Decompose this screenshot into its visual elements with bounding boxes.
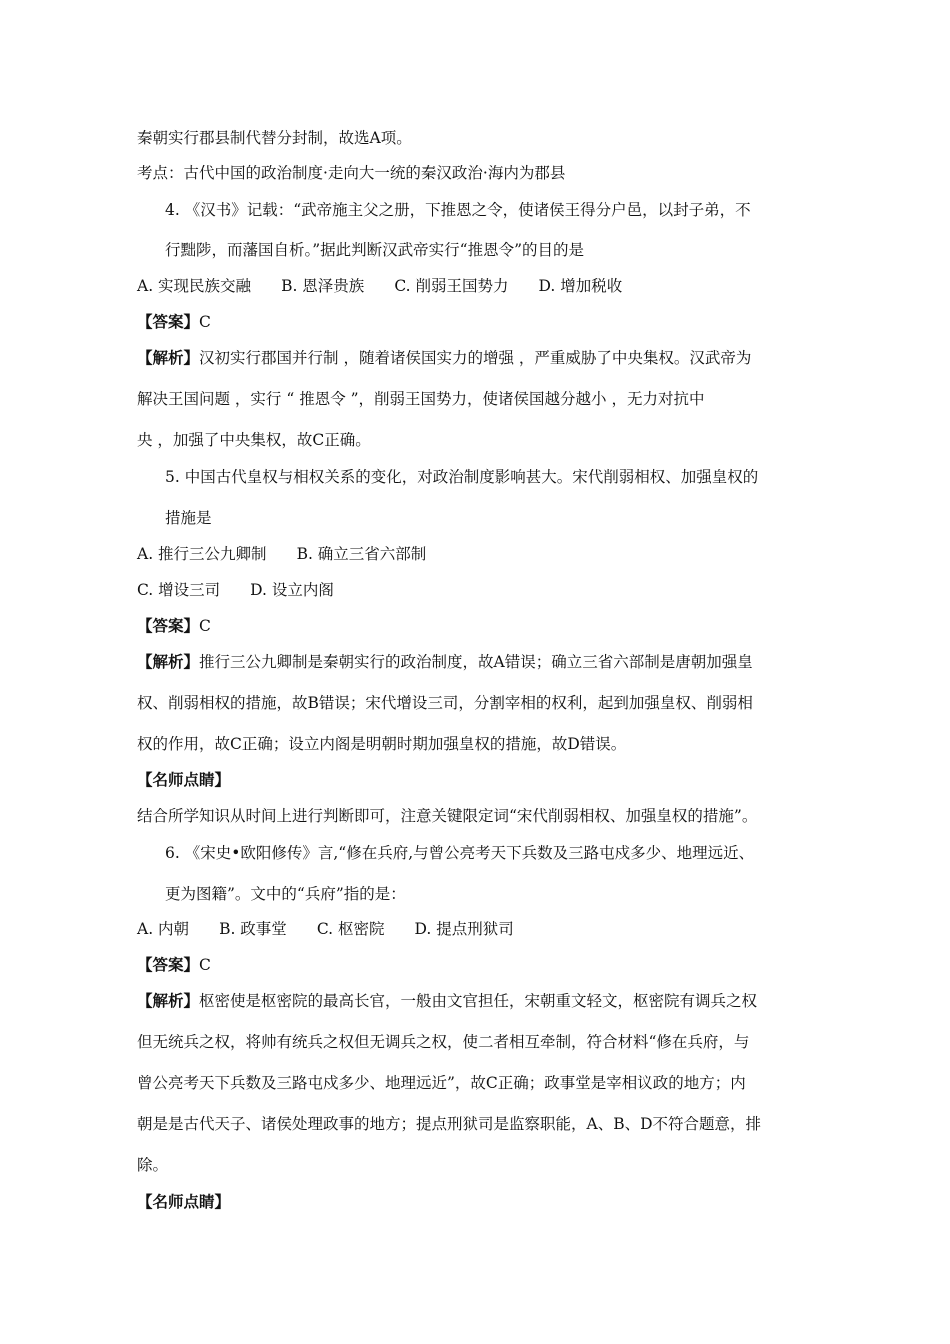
prev-answer-tail: 秦朝实行郡县制代替分封制，故选A项。 xyxy=(137,129,412,147)
q6-dianjing-tag: 【名师点睛】 xyxy=(137,1192,231,1211)
q4-jiexi-tag: 【解析】 xyxy=(137,348,200,367)
q6-jiexi-line1 xyxy=(137,991,757,1011)
q4-jiexi-line2: 解决王国问题 ，实行 “ 推恩令 ”，削弱王国势力，使诸侯国越分越小 ，无力对抗中 xyxy=(137,390,705,408)
q6-stem-line2: 更为图籍”。文中的“兵府”指的是： xyxy=(165,885,406,903)
q5-jiexi-text1: 推行三公九卿制是秦朝实行的政治制度，故A错误；确立三省六部制是唐朝加强皇 xyxy=(199,653,753,671)
q6-option-d: D. 提点刑狱司 xyxy=(414,920,514,938)
q5-answer xyxy=(137,616,211,636)
prev-kaodian: 考点：古代中国的政治制度·走向大一统的秦汉政治·海内为郡县 xyxy=(137,164,566,182)
q4-answer xyxy=(137,312,211,332)
q5-dianjing-tag: 【名师点睛】 xyxy=(137,770,231,789)
q5-option-d: D. 设立内阁 xyxy=(250,581,334,599)
q4-option-a: A. 实现民族交融 xyxy=(137,277,252,295)
q4-jiexi-text1: 汉初实行郡国并行制 ，随着诸侯国实力的增强 ，严重威胁了中央集权。汉武帝为 xyxy=(199,349,752,367)
q5-jiexi-line1 xyxy=(137,652,753,672)
q4-jiexi-line3: 央 ，加强了中央集权，故C正确。 xyxy=(137,431,371,449)
q4-options xyxy=(137,276,652,296)
q5-dianjing: 结合所学知识从时间上进行判断即可，注意关键限定词“宋代削弱相权、加强皇权的措施”。 xyxy=(137,807,758,825)
q6-stem-line1: 6. 《宋史•欧阳修传》言,“修在兵府,与曾公亮考天下兵数及三路屯戍多少、地理远近、 xyxy=(165,844,755,862)
q4-answer-value: C xyxy=(199,313,211,331)
q5-answer-tag: 【答案】 xyxy=(137,616,200,635)
q4-stem-line1: 4. 《汉书》记载：“武帝施主父之册，下推恩之令，使诸侯王得分户邑，以封子弟，不 xyxy=(165,201,751,219)
q6-jiexi-line4: 朝是是古代天子、诸侯处理政事的地方；提点刑狱司是监察职能，A、B、D不符合题意，排 xyxy=(137,1115,762,1133)
q5-jiexi-tag: 【解析】 xyxy=(137,652,200,671)
q4-jiexi-line1 xyxy=(137,348,751,368)
q5-stem-line2: 措施是 xyxy=(165,509,212,527)
q5-option-a: A. 推行三公九卿制 xyxy=(137,545,267,563)
q5-option-c: C. 增设三司 xyxy=(137,581,221,599)
q4-option-d: D. 增加税收 xyxy=(538,277,623,295)
q6-answer-value: C xyxy=(199,956,211,974)
q4-answer-tag: 【答案】 xyxy=(137,312,200,331)
q5-options-row1 xyxy=(137,544,456,564)
q5-options-row2 xyxy=(137,580,364,600)
q6-jiexi-tag: 【解析】 xyxy=(137,991,200,1010)
q5-answer-value: C xyxy=(199,617,211,635)
q4-option-c: C. 削弱王国势力 xyxy=(394,277,509,295)
q6-jiexi-text1: 枢密使是枢密院的最高长官，一般由文官担任，宋朝重文轻文，枢密院有调兵之权 xyxy=(199,992,758,1010)
q6-jiexi-line5: 除。 xyxy=(137,1156,169,1174)
q4-stem-line2: 行黜陟，而藩国自析。”据此判断汉武帝实行“推恩令”的目的是 xyxy=(165,241,585,259)
q6-answer xyxy=(137,955,211,975)
q6-option-a: A. 内朝 xyxy=(137,920,190,938)
q6-option-b: B. 政事堂 xyxy=(219,920,287,938)
q5-jiexi-line2: 权、削弱相权的措施，故B错误；宋代增设三司，分割宰相的权利，起到加强皇权、削弱相 xyxy=(137,694,753,712)
q5-option-b: B. 确立三省六部制 xyxy=(296,545,427,563)
q6-option-c: C. 枢密院 xyxy=(316,920,385,938)
q6-jiexi-line3: 曾公亮考天下兵数及三路屯戍多少、地理远近”，故C正确；政事堂是宰相议政的地方；内 xyxy=(137,1074,746,1092)
q6-answer-tag: 【答案】 xyxy=(137,955,200,974)
q6-jiexi-line2: 但无统兵之权，将帅有统兵之权但无调兵之权，使二者相互牵制，符合材料“修在兵府，与 xyxy=(137,1033,750,1051)
q5-stem-line1: 5. 中国古代皇权与相权关系的变化，对政治制度影响甚大。宋代削弱相权、加强皇权的 xyxy=(165,468,759,486)
q6-options xyxy=(137,919,544,939)
q4-option-b: B. 恩泽贵族 xyxy=(281,277,365,295)
q5-jiexi-line3: 权的作用，故C正确；设立内阁是明朝时期加强皇权的措施，故D错误。 xyxy=(137,735,627,753)
